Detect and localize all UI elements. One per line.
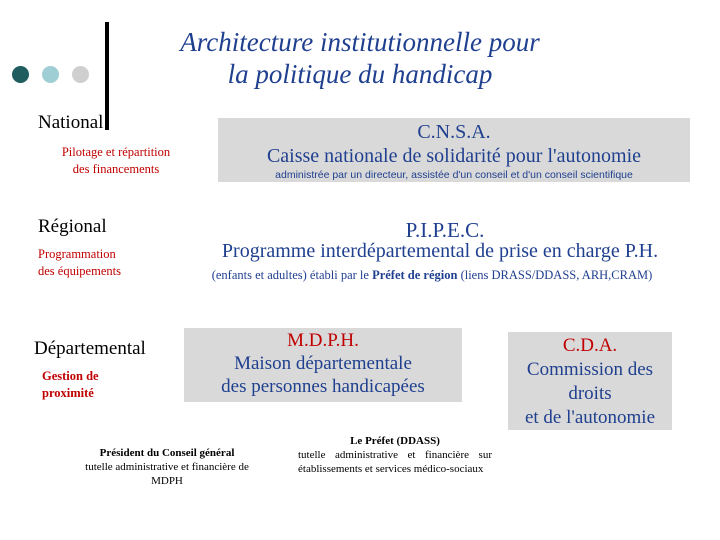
pipec-note-after: (liens DRASS/DDASS, ARH,CRAM) xyxy=(457,268,653,282)
level-national: National xyxy=(38,112,104,133)
title-line-2: la politique du handicap xyxy=(227,59,493,89)
mdph-line-2: des personnes handicapées xyxy=(221,376,425,397)
national-role xyxy=(36,144,196,178)
cda-line-1: Commission des xyxy=(526,359,654,380)
pipec-note xyxy=(172,267,692,283)
national-role-line-2: des financements xyxy=(72,162,160,176)
cda-title: C.D.A. xyxy=(562,335,618,356)
bullet-dot-dark xyxy=(12,66,29,83)
title-line-1: Architecture institutionnelle pour xyxy=(180,27,540,57)
bullet-dot-light xyxy=(42,66,59,83)
mdph-title: M.D.P.H. xyxy=(287,330,359,351)
regional-role xyxy=(38,246,121,280)
pipec-note-before: (enfants et adultes) établi par le xyxy=(211,268,373,282)
regional-role-line-1: Programmation xyxy=(38,247,116,261)
page-title xyxy=(130,26,590,90)
pipec-subtitle: Programme interdépartemental de prise en charge P.H. xyxy=(221,240,659,262)
cnsa-title: C.N.S.A. xyxy=(417,121,491,143)
cda-box xyxy=(508,332,672,430)
departemental-role-line-2: proximité xyxy=(42,386,94,400)
departemental-role xyxy=(42,368,99,402)
cnsa-subtitle: Caisse nationale de solidarité pour l'autonomie xyxy=(266,145,642,167)
prefet-title: Le Préfet (DDASS) xyxy=(350,435,440,447)
president-block xyxy=(74,446,260,488)
bullet-dot-grey xyxy=(72,66,89,83)
cda-line-2: droits xyxy=(568,383,612,404)
level-departemental: Départemental xyxy=(34,338,146,359)
pipec-title: P.I.P.E.C. xyxy=(405,218,485,242)
cnsa-note: administrée par un directeur, assistée d'un conseil et d'un conseil scientifique xyxy=(275,169,633,181)
cda-line-3: et de l'autonomie xyxy=(524,407,656,428)
pipec-note-prefet: Préfet de région xyxy=(372,268,458,282)
departemental-role-line-1: Gestion de xyxy=(42,369,99,383)
president-title: Président du Conseil général xyxy=(99,447,235,459)
prefet-block xyxy=(298,434,492,476)
mdph-line-1: Maison départementale xyxy=(234,353,412,374)
national-role-line-1: Pilotage et répartition xyxy=(61,145,171,159)
president-text: tutelle administrative et financière de MDPH xyxy=(85,461,249,487)
prefet-text: tutelle administrative et financière sur établissements et services médico-sociaux xyxy=(298,449,492,475)
regional-role-line-2: des équipements xyxy=(38,264,121,278)
title-divider xyxy=(105,22,109,130)
level-regional: Régional xyxy=(38,216,107,237)
mdph-box xyxy=(184,328,462,402)
cnsa-box xyxy=(218,118,690,182)
